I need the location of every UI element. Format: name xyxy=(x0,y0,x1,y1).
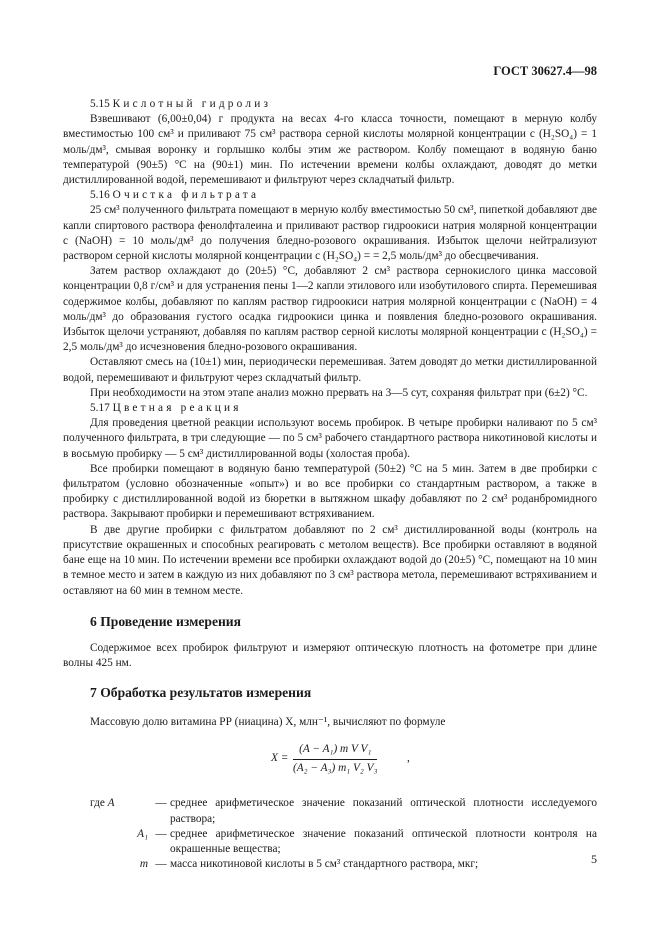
legend-prefix xyxy=(63,796,152,811)
legend-text: среднее арифметическое значение показаний оптической плотности исследуемого раствора; xyxy=(170,797,597,825)
paragraph: Все пробирки помещают в водяную баню температурой (50±2) °С на 5 мин. Затем в две пробирки с фильтратом (условно обозначенные «опыт») и во все пробирки со стандартным раствором, а также в пробирку с дистиллированной водой из бюретки в вытяжном шкафу добавляют по 2 см³ роданбромидного раствора. Закрывают пробирки и перемешивают встряхиванием. xyxy=(63,462,597,521)
section-5-15-title xyxy=(63,97,597,112)
section-5-17-title xyxy=(63,401,597,416)
section-number: 5.16 xyxy=(90,189,110,202)
formula-numerator: (A − A₁) m V V₁ xyxy=(293,742,377,759)
section-number: 5.15 xyxy=(90,98,110,110)
paragraph: Оставляют смесь на (10±1) мин, периодически перемешивая. Затем доводят до метки дистиллированной водой, перемешивают и фильтруют через складчатый фильтр. xyxy=(63,356,597,384)
formula-tail: , xyxy=(407,752,410,765)
page-number: 5 xyxy=(591,852,597,866)
legend-symbol: A₁ xyxy=(137,827,148,840)
legend-dash: — xyxy=(155,797,167,810)
legend-row xyxy=(63,857,597,872)
document-id: ГОСТ 30627.4—98 xyxy=(493,64,597,78)
section-7-heading: 7 Обработка результатов измерения xyxy=(90,685,312,701)
formula-intro: Массовую долю витамина РР (ниацина) X, млн⁻¹, вычисляют по формуле xyxy=(90,716,446,729)
legend-text: среднее арифметическое значение показаний оптической плотности контроля на окрашенные вещества; xyxy=(170,827,597,855)
paragraph: 25 см³ полученного фильтрата помещают в мерную колбу вместимостью 50 см³, пипеткой добавляют две капли спиртового раствора фенолфталеина и приливают раствор гидроокиси натрия молярной концентрации c (NaOH) = 10 моль/дм³ до получения бледно-розового окрашивания. Избыток щелочи нейтрализуют раствором серной кислоты молярной концентрации c (H₂SO₄) = = 2,5 моль/дм³ до обесцвечивания. xyxy=(63,204,597,263)
section-title: Цветная реакция xyxy=(112,402,242,415)
document-body xyxy=(63,97,597,872)
paragraph: Взвешивают (6,00±0,04) г продукта на весах 4-го класса точности, помещают в мерную колбу вместимостью 100 см³ и приливают 75 см³ раствора серной кислоты молярной концентрации c (H₂SO₄) = 1 моль/дм³, смывая воронку и горлышко колбы этим же раствором. Колбу помещают в водяную баню температурой (90±5) °С на (90±1) мин. По истечении времени колбы охлаждают, доводят до метки дистиллированной водой, перемешивают и фильтруют через складчатый фильтр. xyxy=(63,113,597,187)
formula-fraction xyxy=(293,742,377,775)
paragraph: При необходимости на этом этапе анализ можно прервать на 3—5 сут, сохраняя фильтрат при (6±2) °С. xyxy=(90,386,588,399)
legend-symbol: A xyxy=(107,797,115,810)
paragraph: В две другие пробирки с фильтратом добавляют по 2 см³ дистиллированной воды (контроль на присутствие окрашенных и способных реагировать с метолом веществ). Все пробирки оставляют в водяной бане еще на 10 мин. По истечении времени все пробирки охлаждают водой до (20±5) °С, помещают на 10 мин в темное место и затем в каждую из них добавляют по 3 см³ раствора метола, перемешивают встряхиванием и оставляют на 60 мин в темном месте. xyxy=(63,523,597,597)
legend-row xyxy=(63,827,597,857)
legend-row xyxy=(63,796,597,826)
section-title: Кислотный гидролиз xyxy=(112,98,272,110)
formula-lhs: X = xyxy=(271,752,289,765)
paragraph: Для проведения цветной реакции используют восемь пробирок. В четыре пробирки наливают по 5 см³ полученного фильтрата, в три следующие — по 5 см³ рабочего стандартного раствора никотиновой кислоты и в восьмую пробирку — 5 см³ дистиллированной воды (холостая проба). xyxy=(63,417,597,460)
legend-symbol: m xyxy=(139,858,148,871)
section-number: 5.17 xyxy=(90,402,110,415)
formula-legend xyxy=(63,796,597,872)
legend-prefix-text: где xyxy=(90,797,105,810)
paragraph: Содержимое всех пробирок фильтруют и измеряют оптическую плотность на фотометре при длине волны 425 нм. xyxy=(63,641,597,669)
formula-denominator: (A₂ − A₃) m₁ V₂ V₃ xyxy=(293,761,378,774)
section-title: Очистка фильтрата xyxy=(112,189,260,202)
legend-text: масса никотиновой кислоты в 5 см³ стандартного раствора, мкг; xyxy=(170,858,479,871)
paragraph: Затем раствор охлаждают до (20±5) °С, добавляют 2 см³ раствора сернокислого цинка массовой концентрации 0,8 г/см³ и для устранения пены 1—2 капли этилового или изобутилового спирта. Перемешивая содержимое колбы, добавляют по каплям раствор гидроокиси натрия молярной концентрации c (NaOH) = 4 моль/дм³ до образования густого осадка гидроокиси цинка и появления бледно-розового окрашивания. Избыток щелочи устраняют, добавляя по каплям раствор серной кислоты молярной концентрации c (H₂SO₄) = 2,5 моль/дм³ до исчезновения бледно-розового окрашивания. xyxy=(63,265,597,354)
legend-dash: — xyxy=(155,827,167,840)
legend-dash: — xyxy=(155,858,167,871)
formula xyxy=(63,730,597,792)
section-6-heading: 6 Проведение измерения xyxy=(90,613,241,629)
section-5-16-title xyxy=(63,188,597,203)
